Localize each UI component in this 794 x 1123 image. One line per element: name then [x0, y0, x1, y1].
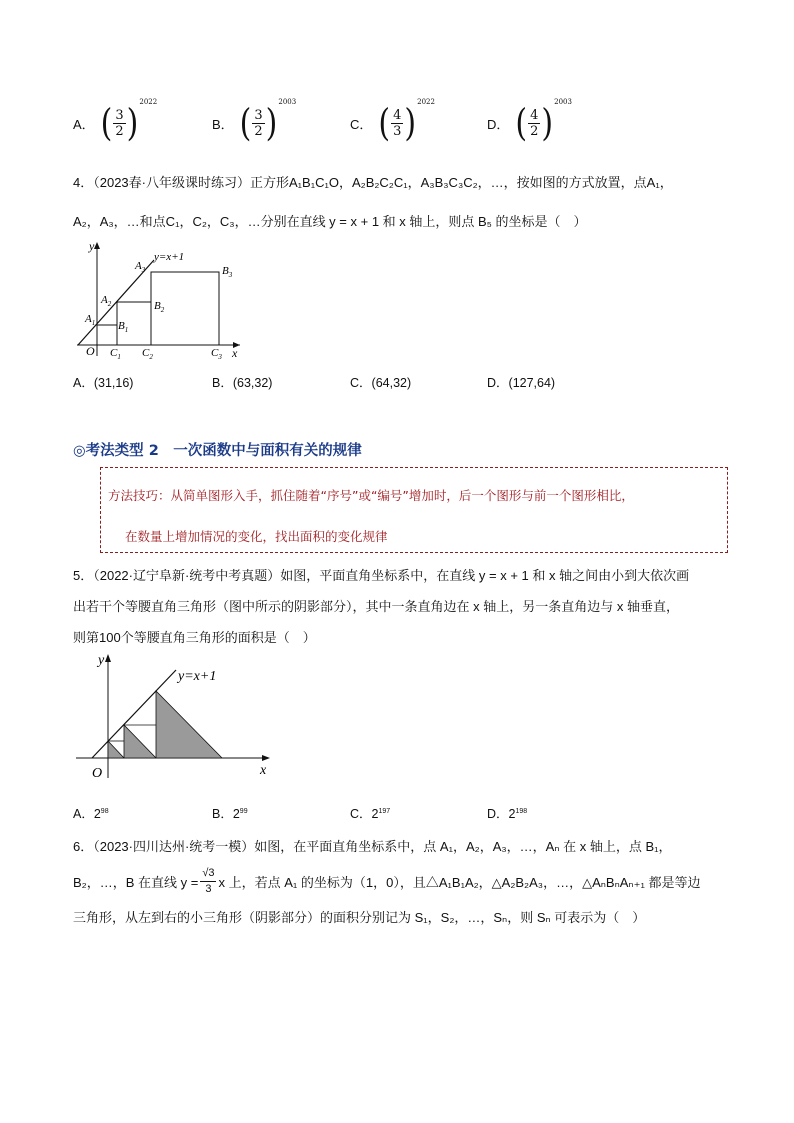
q5-figure [72, 650, 282, 780]
q4-figure [72, 238, 252, 363]
section-heading: ◎考法类型 2 一次函数中与面积有关的规律 [73, 443, 362, 459]
q5-line-1: 5．（2022·辽宁阜新·统考中考真题）如图，平面直角坐标系中，在直线 y = x + 1 和 x 轴之间由小到大依次画 [73, 568, 690, 583]
q4-label-C2: $C_2$ [142, 347, 153, 361]
q4-square-1 [97, 325, 117, 345]
q4-option-b: B．(63,32) [212, 376, 273, 390]
q4-y-label: y [89, 239, 95, 253]
q5-line-label: y=x+1 [178, 669, 217, 684]
q3-option-a: A． ( $\frac{3}{2}$ ) 2022 [73, 98, 158, 145]
q5-option-d: D．$2^{198}$ [487, 807, 528, 821]
q6-line-2 [73, 866, 700, 897]
q4-label-B3: $B_3$ [222, 265, 233, 279]
q4-line-label: y=x+1 [154, 251, 185, 263]
q6-slope-fraction: $\frac{√3}{3}$ [202, 867, 215, 895]
q4-x-label: x [232, 346, 238, 360]
q3-option-c: C． ( $\frac{4}{3}$ ) 2022 [350, 98, 435, 145]
tip-line-2: 在数量上增加情况的变化，找出面积的变化规律 [125, 529, 388, 544]
q4-option-c: C．(64,32) [350, 376, 412, 390]
q4-line-1: 4．（2023春·八年级课时练习）正方形A₁B₁C₁O，A₂B₂C₂C₁，A₃B₃C₃C₂，…，按如图的方式放置，点A₁， [73, 175, 673, 190]
q5-option-a: A．$2^{98}$ [73, 807, 109, 821]
q4-label-A3: $A_3$ [135, 260, 146, 274]
q4-option-a: A．(31,16) [73, 376, 134, 390]
q6-line-1: 6．（2023·四川达州·统考一模）如图，在平面直角坐标系中，点 A₁，A₂，A₃，…，Aₙ 在 x 轴上，点 B₁， [73, 839, 672, 854]
q4-line-2: A₂，A₃，…和点C₁，C₂，C₃，…分别在直线 y = x + 1 和 x 轴上，则点 B₅ 的坐标是（ ） [73, 214, 587, 229]
q6-line-2-end: x 上，若点 A₁ 的坐标为（1，0），且△A₁B₁A₂，△A₂B₂A₃，…，△AₙBₙAₙ₊₁ 都是等边 [218, 875, 701, 890]
q3-option-b: B． ( $\frac{3}{2}$ ) 2003 [212, 98, 297, 145]
q6-line-2-start: B₂，…，B 在直线 y = [73, 875, 199, 890]
q4-label-A1: $A_1$ [85, 313, 96, 327]
q4-origin-label: O [86, 344, 95, 358]
q4-label-A2: $A_2$ [101, 294, 112, 308]
q5-line-2: 出若干个等腰直角三角形（图中所示的阴影部分），其中一条直角边在 x 轴上，另一条直角边与 x 轴垂直， [73, 599, 679, 614]
q4-y-arrow-icon [94, 242, 100, 249]
q5-line-3: 则第100个等腰直角三角形的面积是（ ） [73, 630, 316, 645]
q5-origin-label: O [92, 766, 103, 780]
q5-triangle-2 [124, 725, 156, 758]
q5-x-label: x [260, 763, 267, 778]
tip-line-1: 方法技巧：从简单图形入手，抓住随着“序号”或“编号”增加时，后一个图形与前一个图形相比， [108, 488, 634, 503]
q5-option-c: C．$2^{197}$ [350, 807, 391, 821]
q5-option-b: B．$2^{99}$ [212, 807, 248, 821]
q4-label-C3: $C_3$ [211, 347, 222, 361]
q5-triangle-3 [156, 691, 222, 758]
q5-x-arrow-icon [262, 755, 270, 761]
q5-triangle-1 [108, 741, 124, 758]
q5-y-arrow-icon [105, 654, 111, 662]
q4-option-d: D．(127,64) [487, 376, 556, 390]
q5-y-label: y [98, 653, 105, 668]
q4-label-B2: $B_2$ [154, 300, 165, 314]
q4-label-B1: $B_1$ [118, 320, 129, 334]
q4-label-C1: $C_1$ [110, 347, 121, 361]
q3-option-d: D． ( $\frac{4}{2}$ ) 2003 [487, 98, 572, 145]
q6-line-3: 三角形，从左到右的小三角形（阴影部分）的面积分别记为 S₁，S₂，…，Sₙ，则 Sₙ 可表示为（ ） [73, 910, 646, 925]
